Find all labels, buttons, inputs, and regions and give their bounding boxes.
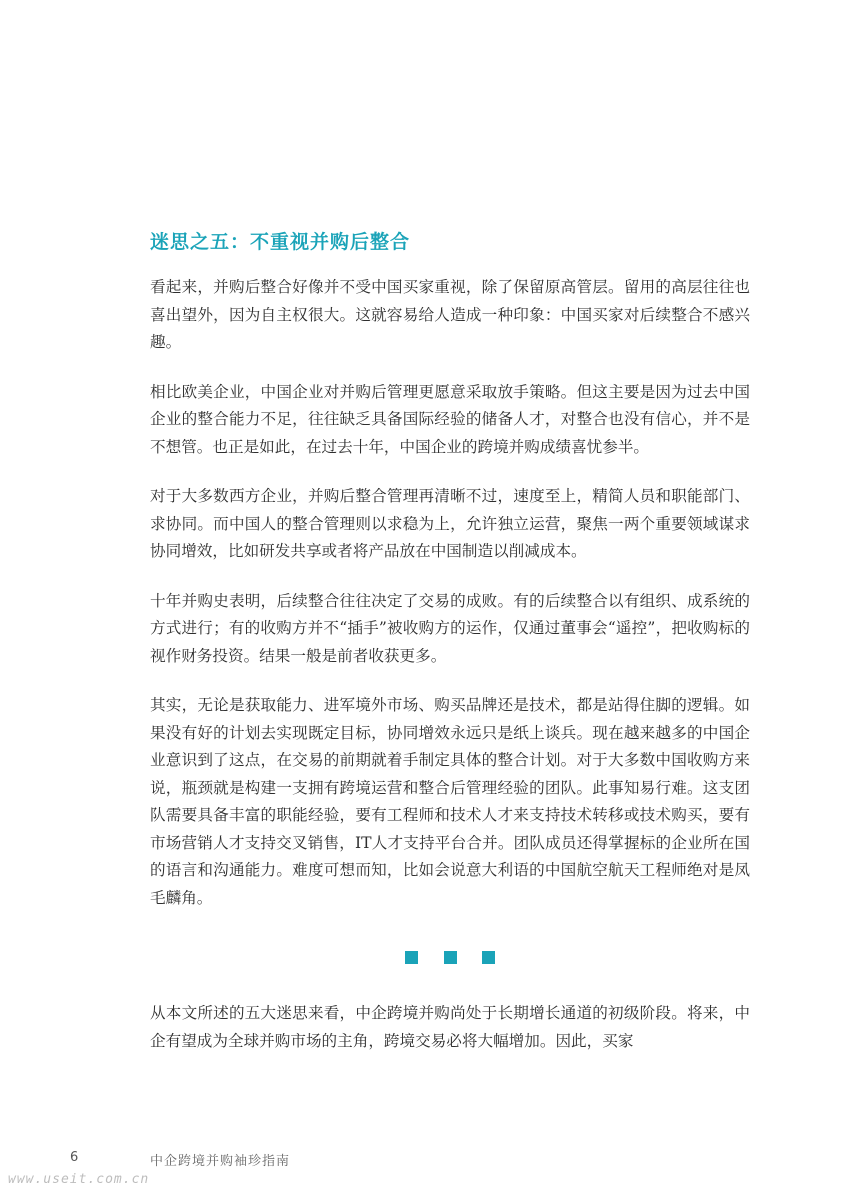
section-divider — [405, 951, 495, 965]
paragraph-1: 看起来，并购后整合好像并不受中国买家重视，除了保留原高管层。留用的高层往往也喜出望外，因为自主权很大。这就容易给人造成一种印象：中国买家对后续整合不感兴趣。 — [150, 278, 750, 351]
closing-section — [150, 1000, 750, 1077]
paragraph-2: 相比欧美企业，中国企业对并购后管理更愿意采取放手策略。但这主要是因为过去中国企业的整合能力不足，往往缺乏具备国际经验的储备人才，对整合也没有信心，并不是不想管。也正是如此，在过去十年，中国企业的跨境并购成绩喜忧参半。 — [150, 382, 750, 456]
closing-paragraph: 从本文所述的五大迷思来看，中企跨境并购尚处于长期增长通道的初级阶段。将来，中企有望成为全球并购市场的主角，跨境交易必将大幅增加。因此，买家 — [150, 1004, 750, 1050]
paragraph-4: 十年并购史表明，后续整合往往决定了交易的成败。有的后续整合以有组织、成系统的方式进行；有的收购方并不“插手”被收购方的运作，仅通过董事会“遥控”，把收购标的视作财务投资。结果一般是前者收获更多。 — [150, 591, 750, 665]
divider-square-icon — [444, 951, 457, 964]
divider-square-icon — [482, 951, 495, 964]
footer-title: 中企跨境并购袖珍指南 — [150, 1154, 291, 1169]
page-number: 6 — [70, 1150, 79, 1165]
paragraph-3: 对于大多数西方企业，并购后整合管理再清晰不过，速度至上，精简人员和职能部门、求协同。而中国人的整合管理则以求稳为上，允许独立运营，聚焦一两个重要领域谋求协同增效，比如研发共享或者将产品放在中国制造以削减成本。 — [150, 487, 750, 560]
main-content — [150, 228, 750, 934]
paragraph-5: 其实，无论是获取能力、进军境外市场、购买品牌还是技术，都是站得住脚的逻辑。如果没有好的计划去实现既定目标，协同增效永远只是纸上谈兵。现在越来越多的中国企业意识到了这点，在交易的前期就着手制定具体的整合计划。对于大多数中国收购方来说，瓶颈就是构建一支拥有跨境运营和整合后管理经验的团队。此事知易行难。这支团队需要具备丰富的职能经验，要有工程师和技术人才来支持技术转移或技术购买，要有市场营销人才支持交叉销售，IT人才支持平台合并。团队成员还得掌握标的企业所在国的语言和沟通能力。难度可想而知，比如会说意大利语的中国航空航天工程师绝对是凤毛麟角。 — [150, 696, 750, 907]
section-title: 迷思之五：不重视并购后整合 — [150, 231, 411, 253]
watermark: www.useit.com.cn — [8, 1172, 150, 1187]
divider-square-icon — [405, 951, 418, 964]
